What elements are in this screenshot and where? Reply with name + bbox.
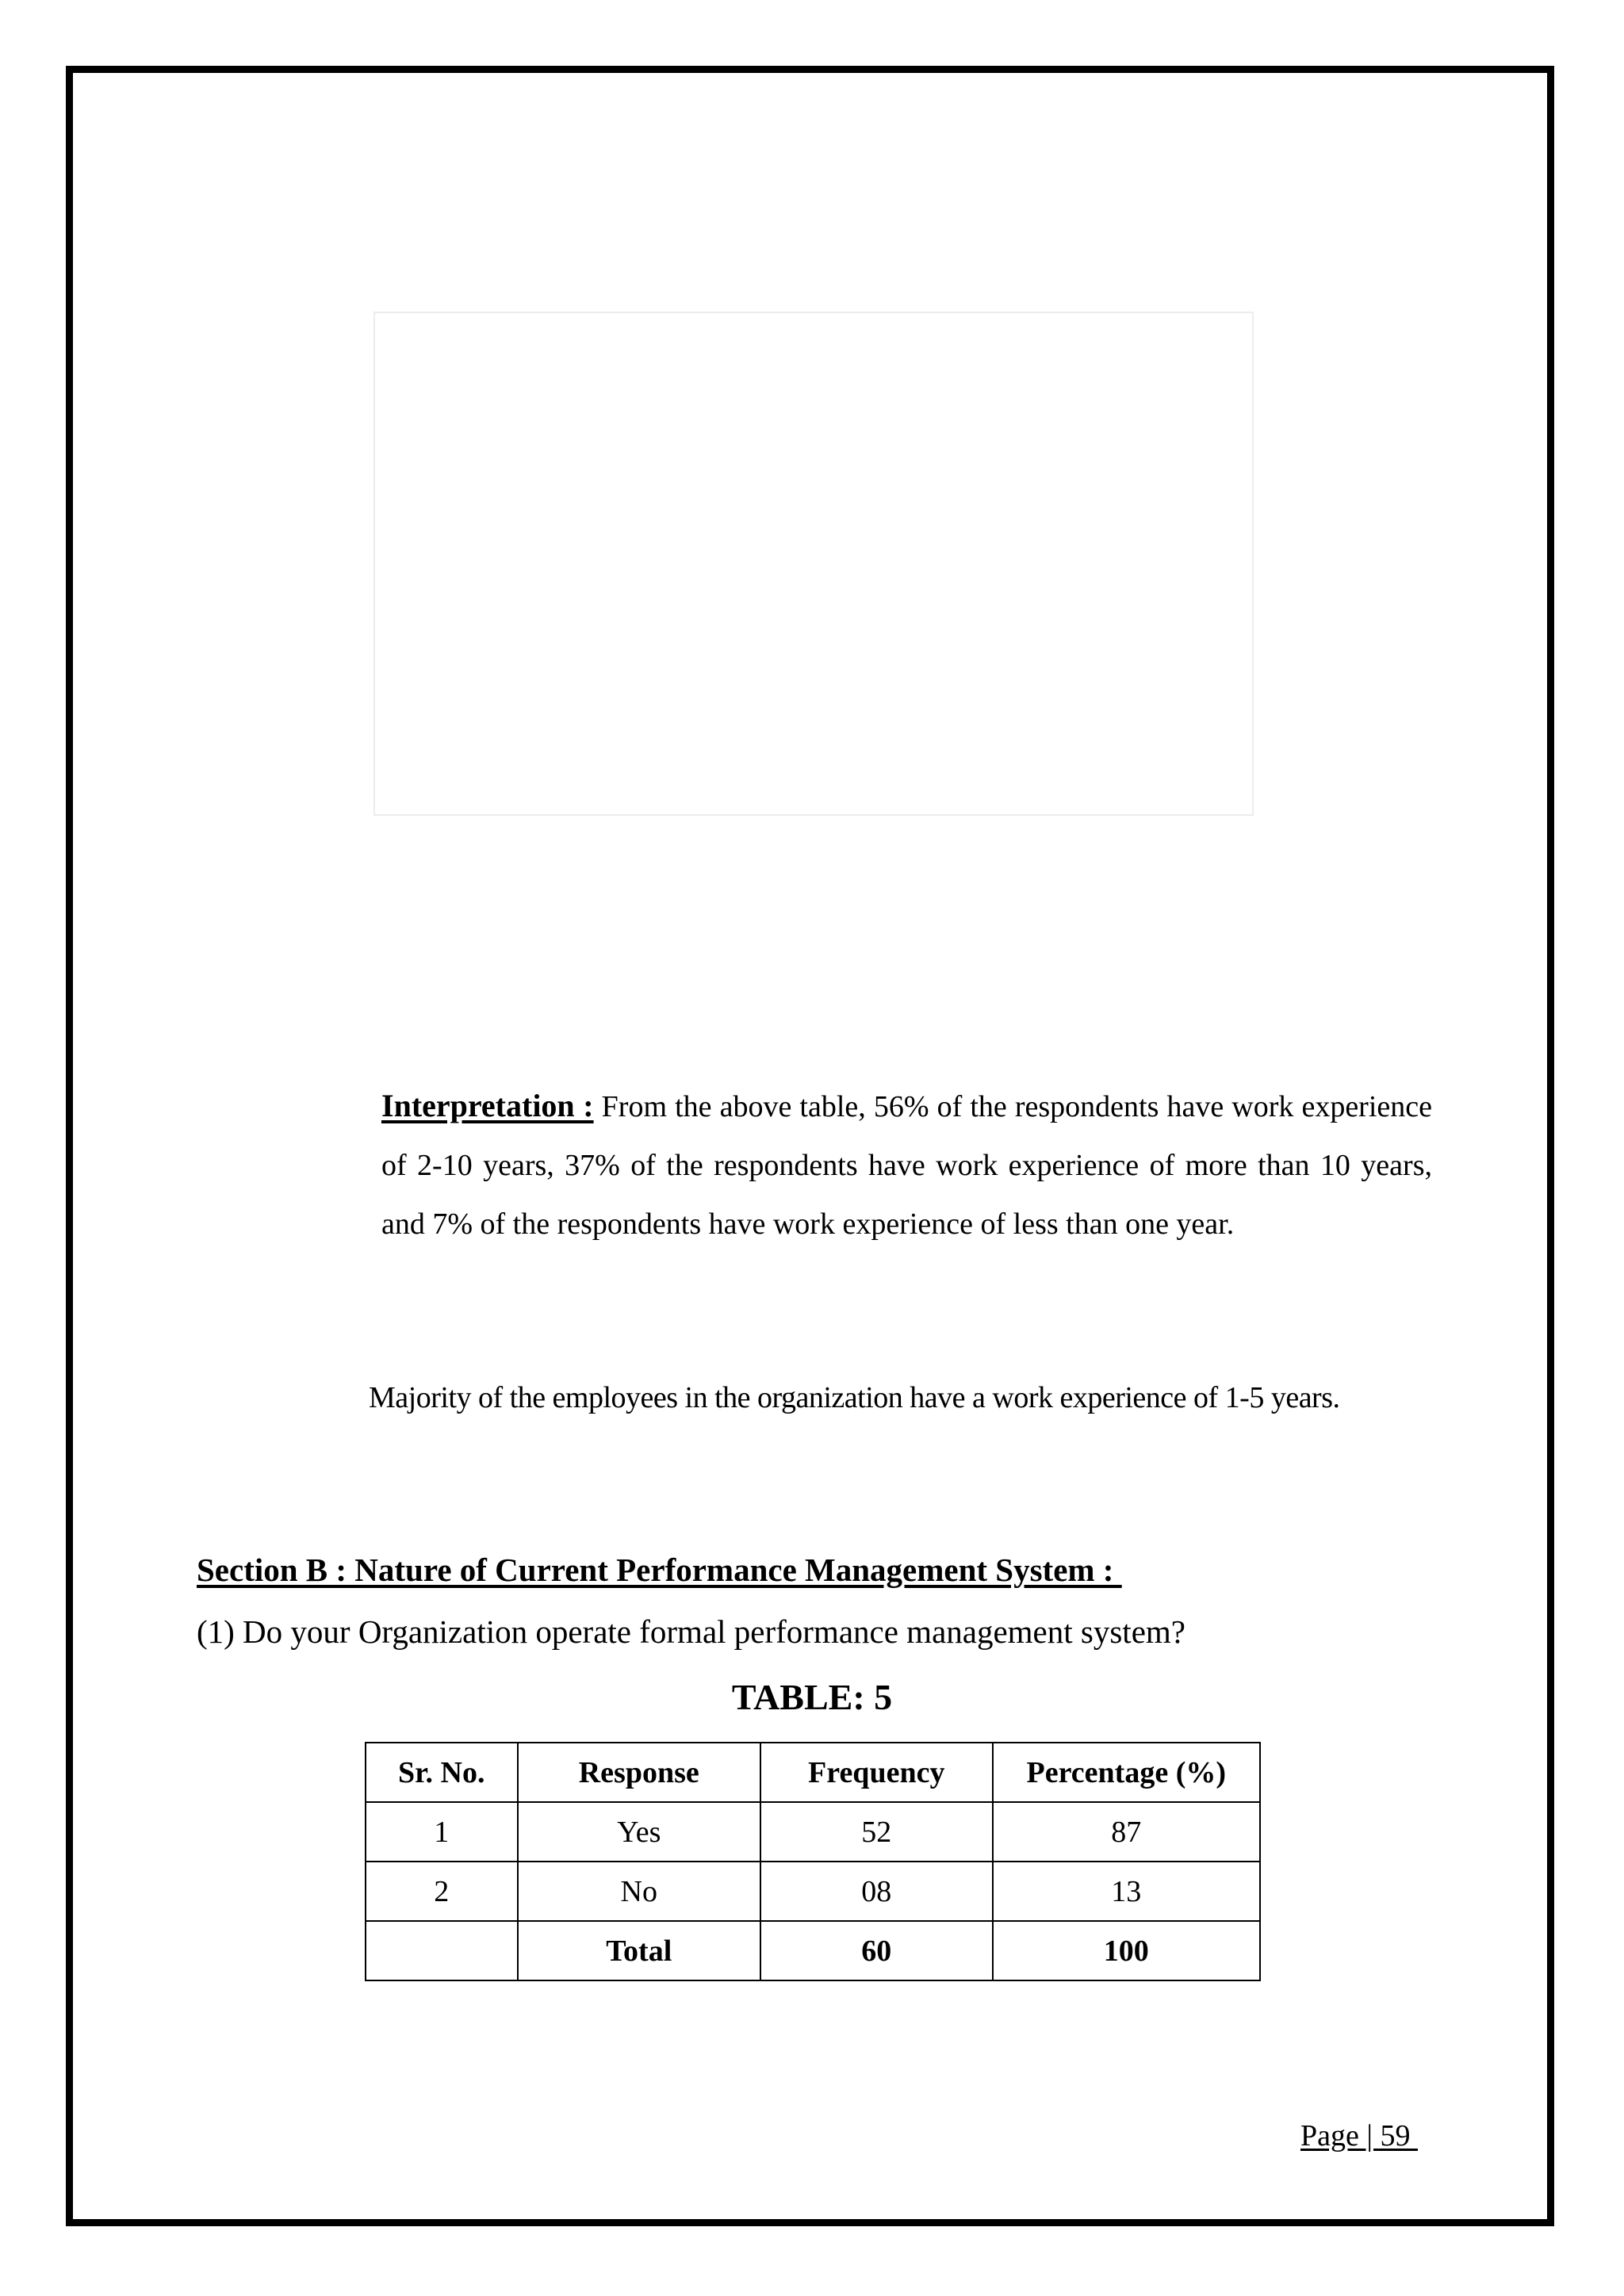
- total-label: Total: [518, 1921, 760, 1980]
- response-table: [365, 1742, 1261, 1981]
- cell-sr-no: 1: [366, 1802, 518, 1862]
- interpretation-label: Interpretation :: [381, 1088, 594, 1123]
- cell-frequency: 52: [760, 1802, 993, 1862]
- header-percentage: Percentage (%): [993, 1743, 1260, 1802]
- table-header-row: [366, 1743, 1260, 1802]
- total-percentage: 100: [993, 1921, 1260, 1980]
- cell-percentage: 13: [993, 1862, 1260, 1921]
- table-total-row: [366, 1921, 1260, 1980]
- table-row: [366, 1862, 1260, 1921]
- figure-placeholder: [373, 312, 1254, 816]
- page-number: Page | 59: [1300, 2119, 1418, 2152]
- total-frequency: 60: [760, 1921, 993, 1980]
- header-sr-no: Sr. No.: [366, 1743, 518, 1802]
- header-frequency: Frequency: [760, 1743, 993, 1802]
- interpretation-text: From the above table, 56% of the respondents have work experience of 2-10 years, 37% of the respondents have work experience of more than 10 years, and 7% of the respondents have work experience of less than one year.: [381, 1090, 1432, 1241]
- cell-response: Yes: [518, 1802, 760, 1862]
- majority-paragraph: Majority of the employees in the organization have a work experience of 1-5 years.: [369, 1381, 1340, 1414]
- cell-response: No: [518, 1862, 760, 1921]
- table-title: TABLE: 5: [731, 1677, 893, 1717]
- section-b-heading: Section B : Nature of Current Performance Management System :: [197, 1552, 1122, 1588]
- table-row: [366, 1802, 1260, 1862]
- cell-percentage: 87: [993, 1802, 1260, 1862]
- interpretation-paragraph: [381, 1077, 1432, 1253]
- total-sr-no: [366, 1921, 518, 1980]
- cell-frequency: 08: [760, 1862, 993, 1921]
- question-text: (1) Do your Organization operate formal performance management system?: [197, 1613, 1185, 1650]
- cell-sr-no: 2: [366, 1862, 518, 1921]
- header-response: Response: [518, 1743, 760, 1802]
